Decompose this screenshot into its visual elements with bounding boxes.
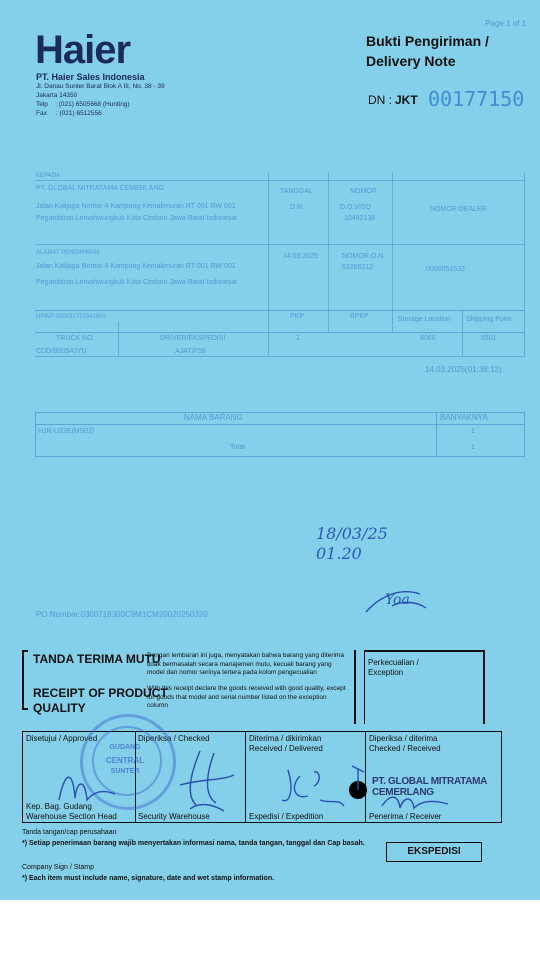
copy-label-box: EKSPEDISI — [386, 842, 482, 862]
nomor-value2: 10482138 — [344, 215, 376, 222]
npwp: NPWP:000031710341600 — [36, 314, 106, 320]
ship-address1: Jalan Kalijaga Nomor 4 Kampung Kemakmuran RT 001 RW 001 — [36, 263, 236, 270]
receipt-title-en2: QUALITY — [33, 701, 86, 715]
receipt-title-en1: RECEIPT OF PRODUCT — [33, 686, 168, 700]
ship-address2: Pegambiran Lemahwungkuk Kota Cirebon Jawa Barat Indonesia — [36, 279, 237, 286]
tanggal-label: TANGGAL — [280, 188, 313, 195]
haier-logo: Haier — [35, 28, 131, 72]
pkp-label: PKP — [290, 313, 305, 320]
shipping-label: Shipping Point — [466, 316, 512, 323]
items-col-name: NAMA BARANG — [184, 413, 243, 422]
items-col-qty: BANYAKNYA — [440, 413, 488, 422]
nomor-value1: D.O.VISO — [340, 204, 372, 211]
recipient-company: PT. GLOBAL MITRATAMA CEMERLANG — [36, 185, 164, 192]
print-timestamp: 14.03.2025(01:38:12) — [425, 365, 502, 374]
dealer-label: NOMOR DEALER — [430, 206, 487, 213]
handwritten-time: 01.20 — [316, 544, 362, 563]
stamp-text-bottom: SUNTER — [110, 768, 140, 775]
sig-delivered-top: Diterima / dikirimkan Received / Delivered — [249, 734, 323, 753]
po-number: PO Number:0300718300C9M1CM20020250320 — [36, 610, 208, 619]
footer-note-id: *) Setiap penerimaan barang wajib menyertakan informasi nama, tanda tangan, tanggal dan Cap basah. — [22, 840, 365, 847]
footer-note-en: *) Each item must include name, signature, date and wet stamp information. — [22, 875, 275, 882]
recipient-address1: Jalan Kalijaga Nomor 4 Kampung Kemakmuran RT 001 RW 001 — [36, 203, 236, 210]
dn-label: DN : — [368, 93, 392, 107]
so-value: 63266212 — [342, 264, 374, 271]
truck-label: TRUCK NO. — [56, 335, 95, 342]
tanggal-value: D.N — [290, 204, 303, 211]
receiver-company-stamp: PT. GLOBAL MITRATAMA CEMERLANG — [372, 776, 487, 798]
document-title-line1: Bukti Pengiriman / — [366, 33, 489, 49]
receipt-title-id: TANDA TERIMA MUTU — [33, 652, 161, 666]
item-row-name: HJR-U22E(MS0J) — [38, 428, 95, 435]
company-phone: Telp : (021) 6505668 (Hunting) — [36, 101, 130, 108]
sig-delivered-bottom: Expedisi / Expedition — [249, 812, 324, 821]
sig-checked-bottom: Security Warehouse — [138, 812, 210, 821]
handwritten-initials: Yoa — [385, 592, 410, 608]
storage-value: 8060 — [420, 335, 436, 342]
shipping-value: 6501 — [481, 335, 497, 342]
sig-approved-bottom: Kep. Bag. Gudang Warehouse Section Head — [26, 802, 117, 821]
sig-approved-top: Disetujui / Approved — [26, 734, 98, 743]
exception-label: Perkecualian / Exception — [368, 658, 419, 677]
ship-label: ALAMAT PENGIRIMAN — [36, 250, 100, 256]
total-label: Total — [230, 444, 245, 451]
footer-note-title: Tanda tangan/cap perusahaan — [22, 829, 117, 836]
approved-signature — [55, 760, 135, 810]
stamp-text-top: GUDANG — [109, 744, 141, 751]
stamp-text-mid: CENTRAL — [105, 756, 145, 765]
so-label: NOMOR O.N. — [342, 253, 386, 260]
initials-scribble — [362, 584, 442, 618]
company-name: PT. Haier Sales Indonesia — [36, 72, 145, 82]
pkp-value: 1 — [296, 335, 300, 342]
receipt-text-id: Dengan lembaran ini juga, menyatakan bahwa barang yang diterima tidak bermasalah secara manajemen mutu, kecuali barang yang model dan nomor serinya tertera pada kolom pengecualian — [147, 652, 344, 676]
driver-label: DRIVER/EKSPEDISI — [160, 335, 226, 342]
footer-note2-title: Company Sign / Stamp — [22, 864, 94, 871]
recipient-address2: Pegambiran Lemahwungkuk Kota Cirebon Jawa Barat Indonesia — [36, 215, 237, 222]
item-row-qty: 1 — [471, 428, 475, 435]
receiver-signature — [378, 790, 458, 814]
sig-received-top: Diperiksa / diterima Checked / Received — [369, 734, 441, 753]
dn-number: 00177150 — [428, 87, 525, 111]
company-address-line2: Jakarta 14350 — [36, 92, 78, 99]
storage-label: Storage Location — [398, 316, 451, 323]
page-label: Page 1 of 1 — [485, 19, 526, 28]
dn-prefix: JKT — [395, 93, 418, 107]
sig-checked-top: Diperiksa / Checked — [138, 734, 210, 743]
dealer-value: 0000051533 — [426, 266, 465, 273]
company-fax: Fax : (021) 6512556 — [36, 110, 102, 117]
receipt-text-en: With this receipt declare the goods received with good quality, except for goods that model and serial number listed on the exception column — [147, 685, 346, 709]
truck-value: CDD/B9054JYU — [36, 348, 87, 355]
sig-received-bottom: Penerima / Receiver — [369, 812, 442, 821]
driver-value: AJAT/F56 — [175, 348, 206, 355]
nomor-label: NOMOR — [350, 188, 377, 195]
handwritten-date: 18/03/25 — [316, 524, 388, 543]
document-title-line2: Delivery Note — [366, 53, 456, 69]
checked-signature — [170, 745, 240, 815]
company-address-line1: Jl. Danau Sunter Barat Blok A III, No. 38 - 39 — [36, 83, 165, 90]
ship-date: 14.03.2025 — [283, 253, 319, 260]
kepada-label: KEPADA — [36, 173, 60, 179]
bpkp-label: BPKP — [350, 313, 369, 320]
total-qty: 1 — [471, 444, 475, 451]
